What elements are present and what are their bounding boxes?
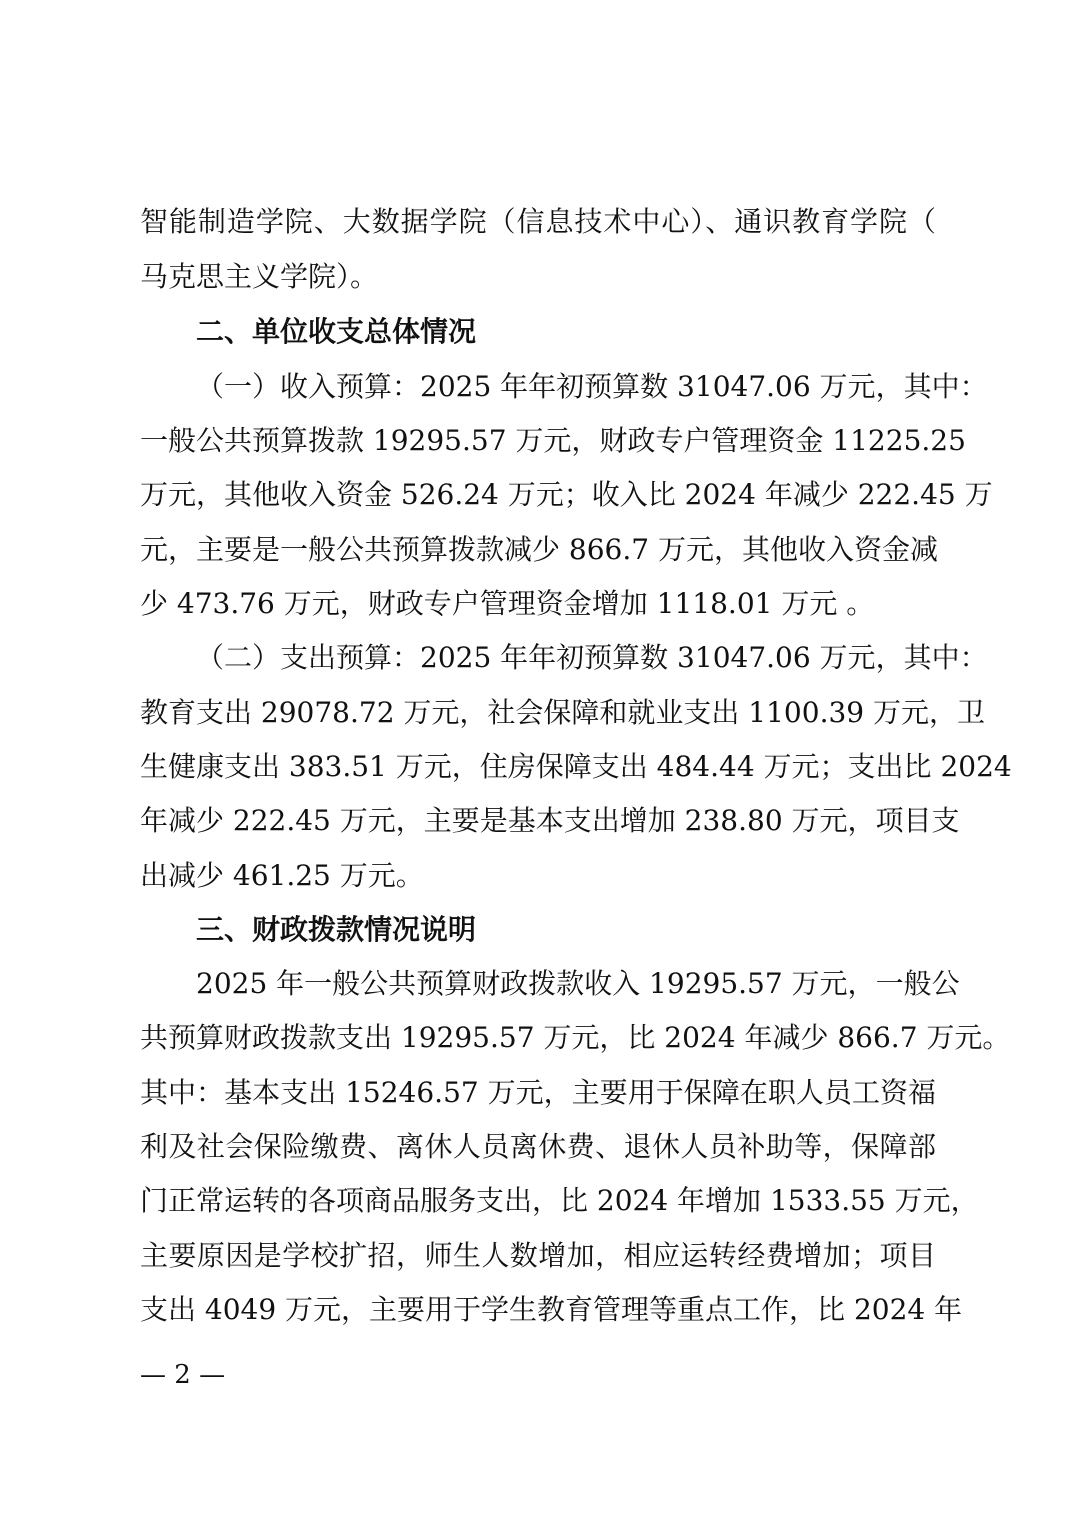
- text-line: 共预算财政拨款支出 19295.57 万元，比 2024 年减少 866.7 万元。: [140, 1021, 1011, 1054]
- text-line: 元，主要是一般公共预算拨款减少 866.7 万元，其他收入资金减: [140, 533, 938, 566]
- text-line: 其中：基本支出 15246.57 万元，主要用于保障在职人员工资福: [140, 1076, 936, 1109]
- text-line: 生健康支出 383.51 万元，住房保障支出 484.44 万元；支出比 2024: [140, 750, 1012, 783]
- text-line: 支出 4049 万元，主要用于学生教育管理等重点工作，比 2024 年: [140, 1293, 963, 1326]
- text-line: 2025 年一般公共预算财政拨款收入 19295.57 万元，一般公: [196, 967, 960, 1000]
- text-line: 年减少 222.45 万元，主要是基本支出增加 238.80 万元，项目支: [140, 804, 960, 837]
- text-line: 智能制造学院、大数据学院（信息技术中心）、通识教育学院（: [140, 205, 936, 238]
- page-number: — 2 —: [140, 1360, 226, 1390]
- section-heading-2: 二、单位收支总体情况: [196, 315, 477, 348]
- section-heading-3: 三、财政拨款情况说明: [196, 913, 477, 946]
- text-line: 少 473.76 万元，财政专户管理资金增加 1118.01 万元 。: [140, 587, 875, 620]
- text-line: 马克思主义学院）。: [140, 260, 379, 293]
- text-line: 门正常运转的各项商品服务支出，比 2024 年增加 1533.55 万元，: [140, 1184, 979, 1217]
- text-line: 利及社会保险缴费、离休人员离休费、退休人员补助等，保障部: [140, 1130, 936, 1163]
- text-line: 万元，其他收入资金 526.24 万元；收入比 2024 年减少 222.45 万: [140, 478, 993, 511]
- text-line: 出减少 461.25 万元。: [140, 859, 424, 892]
- text-line: 一般公共预算拨款 19295.57 万元，财政专户管理资金 11225.25: [140, 424, 966, 457]
- text-line: 教育支出 29078.72 万元，社会保障和就业支出 1100.39 万元，卫: [140, 696, 985, 729]
- text-line: （一）收入预算：2025 年年初预算数 31047.06 万元，其中：: [196, 370, 988, 403]
- text-line: （二）支出预算：2025 年年初预算数 31047.06 万元，其中：: [196, 641, 988, 674]
- text-line: 主要原因是学校扩招，师生人数增加，相应运转经费增加；项目: [140, 1239, 936, 1272]
